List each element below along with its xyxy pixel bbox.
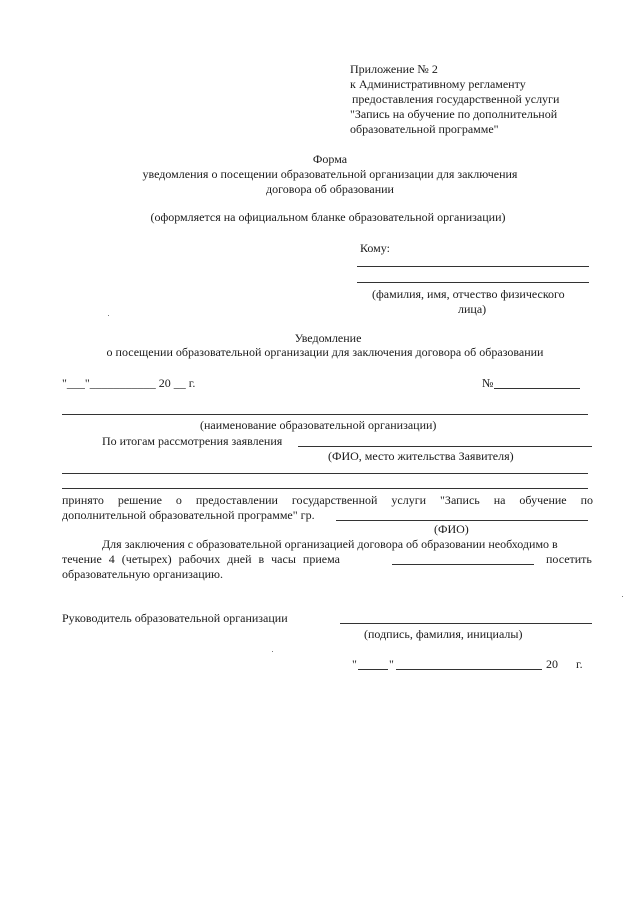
signature-year: 20: [546, 657, 558, 671]
notice-number-label: №: [482, 376, 494, 390]
signature-month-field[interactable]: [396, 669, 542, 670]
reception-hours-field[interactable]: [392, 564, 534, 565]
signature-label: Руководитель образовательной организации: [62, 611, 288, 625]
notice-title: Уведомление: [294, 331, 362, 345]
appendix-line: "Запись на обучение по дополнительной: [350, 107, 558, 121]
notice-subtitle: о посещении образовательной организации для заключения договора об образовании: [106, 345, 544, 359]
application-field[interactable]: [298, 446, 592, 447]
instruction-text: образовательную организацию.: [62, 567, 224, 581]
applicant-address-field[interactable]: [62, 488, 588, 489]
decision-text: дополнительной образовательной программе" гр.: [62, 508, 315, 522]
recipient-line[interactable]: [357, 266, 589, 267]
notice-date: "___"___________ 20 __ г.: [62, 376, 196, 390]
signature-date-quote: ": [352, 657, 357, 671]
appendix-line: предоставления государственной услуги: [352, 92, 560, 106]
form-title-line: договора об образовании: [266, 182, 394, 196]
signature-year-suffix: г.: [576, 657, 583, 671]
instruction-text: Для заключения с образовательной организацией договора об образовании необходимо в: [102, 537, 558, 551]
scan-speck: [622, 596, 623, 597]
citizen-name-field[interactable]: [336, 520, 588, 521]
instruction-text: посетить: [546, 552, 592, 566]
appendix-line: образовательной программе": [350, 122, 499, 136]
signature-caption: (подпись, фамилия, инициалы): [364, 627, 523, 641]
signature-day-field[interactable]: [358, 669, 388, 670]
signature-field[interactable]: [340, 623, 592, 624]
organization-caption: (наименование образовательной организации): [200, 418, 437, 432]
notice-number-field[interactable]: [494, 388, 580, 389]
appendix-line: к Административному регламенту: [350, 77, 526, 91]
scan-speck: [272, 651, 273, 652]
citizen-name-caption: (ФИО): [434, 522, 469, 536]
signature-date-quote: ": [389, 657, 394, 671]
appendix-number: Приложение № 2: [350, 62, 438, 76]
recipient-label: Кому:: [360, 241, 390, 255]
application-label: По итогам рассмотрения заявления: [102, 434, 283, 448]
form-note: (оформляется на официальном бланке образовательной организации): [150, 210, 506, 224]
recipient-caption: лица): [458, 302, 487, 316]
form-title-line: уведомления о посещении образовательной организации для заключения: [142, 167, 518, 181]
application-caption: (ФИО, место жительства Заявителя): [328, 449, 514, 463]
organization-name-field[interactable]: [62, 414, 588, 415]
recipient-caption: (фамилия, имя, отчество физического: [372, 287, 565, 301]
applicant-address-field[interactable]: [62, 473, 588, 474]
recipient-line[interactable]: [357, 282, 589, 283]
instruction-text: течение 4 (четырех) рабочих дней в часы приема: [62, 552, 340, 566]
scan-speck: [108, 315, 109, 316]
decision-text: принято решение о предоставлении государственной услуги "Запись на обучение по: [62, 493, 593, 507]
form-title-word: Форма: [312, 152, 348, 166]
